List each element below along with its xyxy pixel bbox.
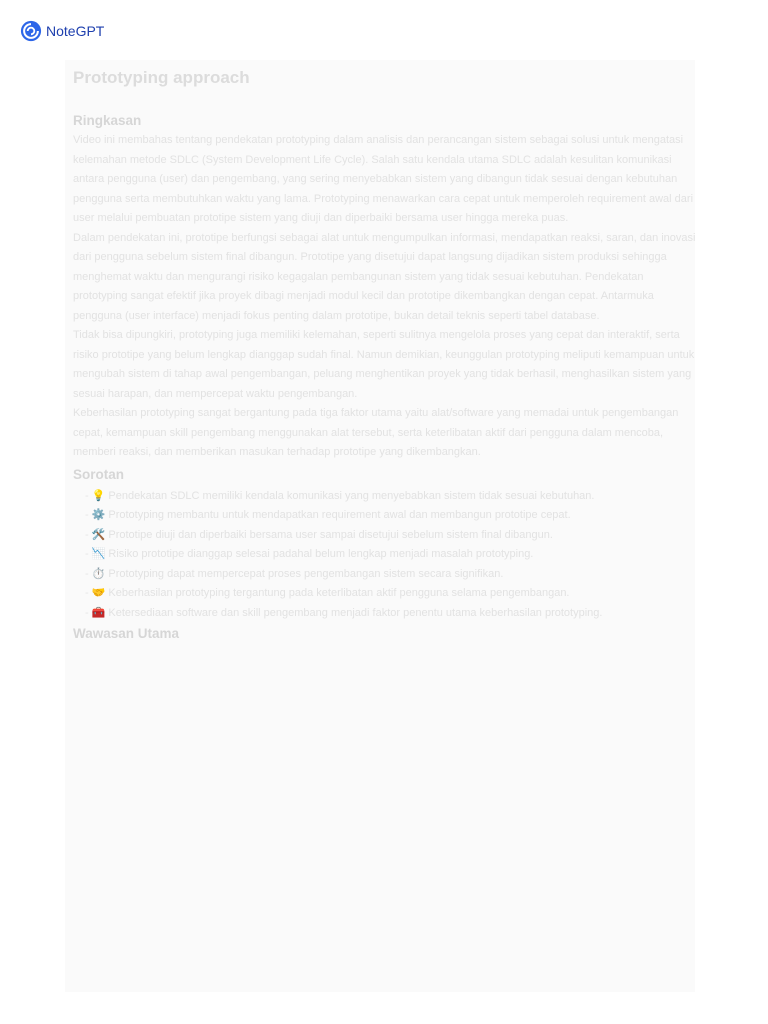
handshake-icon: 🤝 [91, 587, 106, 599]
lightbulb-icon: 💡 [91, 489, 106, 502]
highlights-list [73, 487, 697, 624]
bullet-dash: - [85, 567, 89, 580]
document-content [73, 64, 697, 644]
highlight-item [85, 604, 697, 624]
highlight-text: Keberhasilan prototyping tergantung pada keterlibatan aktif pengguna selama pengembangan. [108, 587, 570, 599]
highlight-item [85, 487, 697, 507]
highlight-item [85, 526, 697, 546]
highlight-item [85, 565, 697, 585]
highlight-item [85, 506, 697, 526]
page-title: Prototyping approach [73, 68, 250, 87]
bullet-dash: - [85, 489, 89, 502]
summary-paragraph-3: Tidak bisa dipungkiri, prototyping juga memiliki kelemahan, seperti sulitnya mengelola proses yang cepat dan interaktif, serta risiko prototipe yang belum lengkap dianggap sudah final. Namun demikian, keunggulan prototyping meliputi kemampuan untuk mengubah sistem di tahap awal pengembangan, peluang menghentikan proyek yang tidak berhasil, menghasilkan sistem yang sesuai harapan, dan mempercepat waktu pengembangan. [73, 329, 695, 400]
insights-heading: Wawasan Utama [73, 626, 180, 641]
chart-decreasing-icon: 📉 [91, 548, 106, 560]
highlight-item [85, 545, 697, 565]
summary-paragraph-2: Dalam pendekatan ini, prototipe berfungsi sebagai alat untuk mengumpulkan informasi, mendapatkan reaksi, saran, dan inovasi dari pengguna sebelum sistem final dibangun. Prototipe yang disetujui dapat langsung dijadikan sistem produksi sehingga menghemat waktu dan mengurangi risiko kegagalan pembangunan sistem yang tidak sesuai kebutuhan. Pendekatan prototyping sangat efektif jika proyek dibagi menjadi modul kecil dan prototipe dikembangkan dengan cepat. Antarmuka pengguna (user interface) menjadi fokus penting dalam prototipe, bukan detail teknis seperti tabel database. [73, 231, 696, 322]
highlight-text: Risiko prototipe dianggap selesai padahal belum lengkap menjadi masalah prototyping. [108, 548, 534, 560]
toolbox-icon: 🧰 [91, 606, 106, 619]
gear-icon: ⚙️ [91, 509, 106, 521]
tools-icon: 🛠️ [91, 528, 106, 541]
highlight-item [85, 584, 697, 604]
summary-paragraph-1: Video ini membahas tentang pendekatan prototyping dalam analisis dan perancangan sistem sebagai solusi untuk mengatasi kelemahan metode SDLC (System Development Life Cycle). Salah satu kendala utama SDLC adalah kesulitan komunikasi antara pengguna (user) dan pengembang, yang sering menyebabkan sistem yang dibangun tidak sesuai dengan kebutuhan pengguna serta membutuhkan waktu yang lama. Prototyping menawarkan cara cepat untuk memperoleh requirement awal dari user melalui pembuatan prototipe sistem yang diuji dan diperbaiki bersama user hingga mereka puas. [73, 134, 694, 224]
highlight-text: Pendekatan SDLC memiliki kendala komunikasi yang menyebabkan sistem tidak sesuai kebutuhan. [108, 489, 595, 502]
highlight-text: Prototyping membantu untuk mendapatkan requirement awal dan membangun prototipe cepat. [108, 509, 571, 521]
stopwatch-icon: ⏱️ [91, 567, 106, 580]
brand-name: NoteGPT [46, 23, 105, 39]
highlights-heading: Sorotan [73, 466, 125, 482]
bullet-dash: - [85, 587, 89, 599]
brand-header[interactable] [20, 20, 104, 42]
highlight-text: Ketersediaan software dan skill pengembang menjadi faktor penentu utama keberhasilan prototyping. [108, 606, 603, 619]
bullet-dash: - [85, 548, 89, 560]
bullet-dash: - [85, 606, 89, 619]
notegpt-logo-icon [20, 20, 42, 42]
summary-paragraph-4: Keberhasilan prototyping sangat bergantung pada tiga faktor utama yaitu alat/software yang memadai untuk pengembangan cepat, kemampuan skill pengembang menggunakan alat tersebut, serta keterlibatan aktif dari pengguna dalam mencoba, memberi reaksi, dan memberikan masukan terhadap prototipe yang dikembangkan. [73, 407, 679, 458]
highlight-text: Prototyping dapat mempercepat proses pengembangan sistem secara signifikan. [108, 567, 504, 580]
highlight-text: Prototipe diuji dan diperbaiki bersama user sampai disetujui sebelum sistem final dibangun. [108, 528, 553, 541]
bullet-dash: - [85, 509, 89, 521]
bullet-dash: - [85, 528, 89, 541]
summary-heading: Ringkasan [73, 113, 142, 128]
